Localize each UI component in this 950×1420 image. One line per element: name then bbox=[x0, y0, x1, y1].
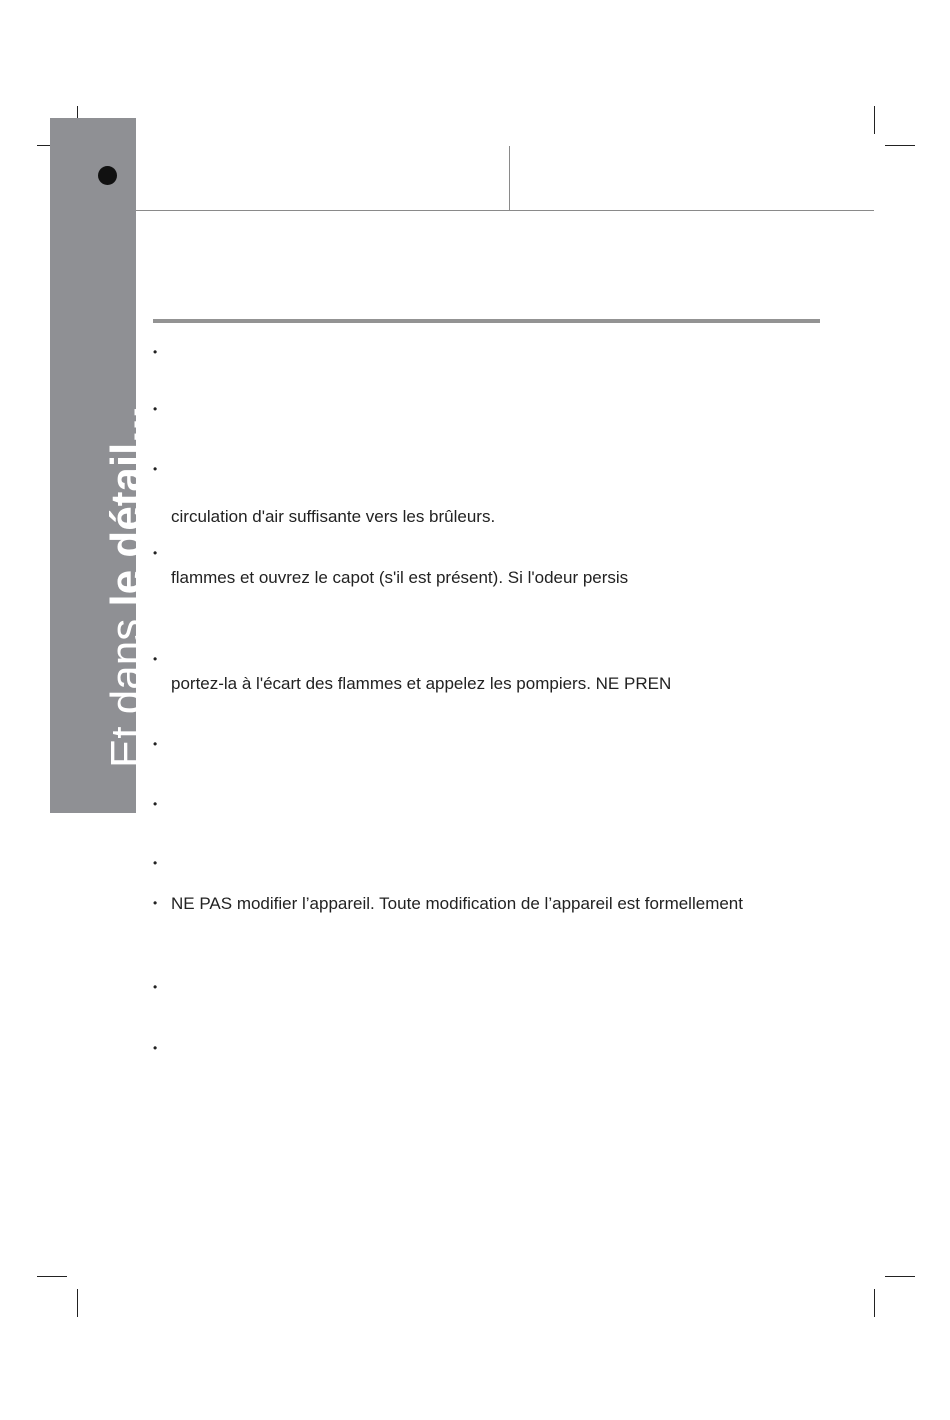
instruction-line: flammes et ouvrez le capot (s'il est présent). Si l'odeur persis bbox=[171, 568, 629, 587]
bullet-marker: • bbox=[153, 980, 158, 994]
crop-mark bbox=[874, 1289, 875, 1317]
side-dot-marker bbox=[98, 166, 117, 185]
crop-mark bbox=[874, 106, 875, 134]
bullet-marker: • bbox=[153, 1041, 158, 1055]
bullet-marker: • bbox=[153, 546, 158, 560]
crop-mark bbox=[885, 145, 915, 146]
bullet-marker: • bbox=[153, 797, 158, 811]
section-rule bbox=[153, 319, 820, 323]
instruction-line: portez-la à l'écart des flammes et appelez les pompiers. NE PREN bbox=[171, 674, 672, 693]
bullet-marker: • bbox=[153, 896, 158, 910]
bullet-marker: • bbox=[153, 345, 158, 359]
crop-mark bbox=[885, 1276, 915, 1277]
bullet-marker: • bbox=[153, 652, 158, 666]
side-title-regular: Et dans bbox=[102, 606, 151, 768]
bullet-marker: • bbox=[153, 737, 158, 751]
bullet-marker: • bbox=[153, 462, 158, 476]
crop-mark bbox=[77, 1289, 78, 1317]
bullet-marker: • bbox=[153, 856, 158, 870]
instruction-line: circulation d'air suffisante vers les brûleurs. bbox=[171, 507, 496, 526]
header-divider bbox=[136, 210, 874, 211]
crop-mark bbox=[37, 1276, 67, 1277]
header-vertical-divider bbox=[509, 146, 510, 210]
instruction-line: NE PAS modifier l’appareil. Toute modification de l’appareil est formellement bbox=[171, 894, 743, 913]
side-title bbox=[102, 406, 151, 768]
side-title-bold: le détail... bbox=[102, 406, 151, 607]
bullet-marker: • bbox=[153, 402, 158, 416]
